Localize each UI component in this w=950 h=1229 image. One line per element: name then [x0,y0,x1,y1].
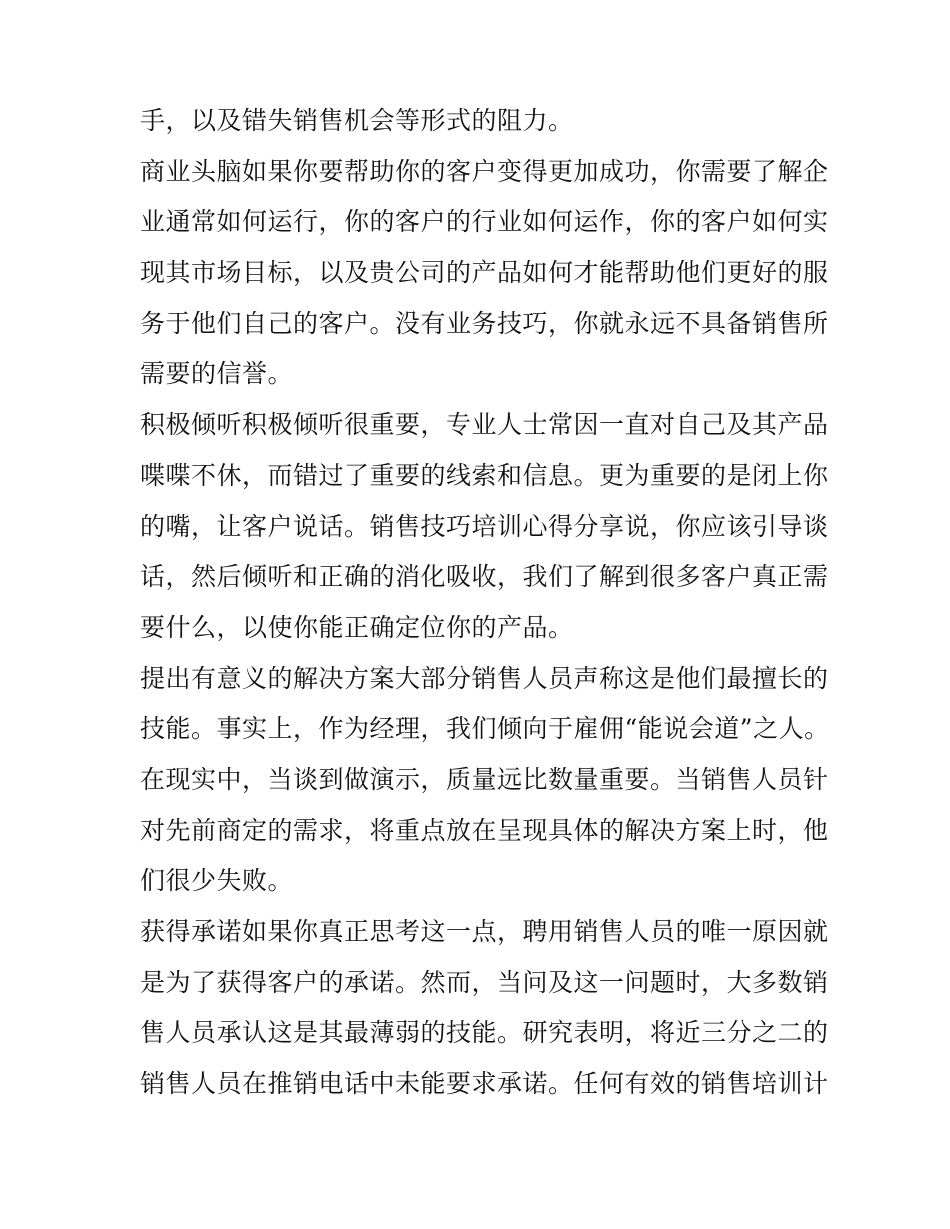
text-line: 的嘴，让客户说话。销售技巧培训心得分享说，你应该引导谈 [140,511,829,541]
text-line: 要什么，以使你能正确定位你的产品。 [140,612,574,642]
text-line: 业通常如何运行，你的客户的行业如何运作，你的客户如何实 [140,207,829,237]
text-line: 现其市场目标，以及贵公司的产品如何才能帮助他们更好的服 [140,258,829,288]
text-line: 喋喋不休，而错过了重要的线索和信息。更为重要的是闭上你 [140,460,829,490]
text-line: 技能。事实上，作为经理，我们倾向于雇佣“能说会道”之人。 [140,714,830,744]
text-line: 在现实中，当谈到做演示，质量远比数量重要。当销售人员针 [140,764,829,794]
text-line: 是为了获得客户的承诺。然而，当问及这一问题时，大多数销 [140,967,829,997]
text-line: 需要的信誉。 [140,359,294,389]
text-line: 售人员承认这是其最薄弱的技能。研究表明，将近三分之二的 [140,1018,829,1048]
text-line: 手，以及错失销售机会等形式的阻力。 [140,106,574,135]
text-line: 们很少失败。 [140,866,294,896]
text-line: 提出有意义的解决方案大部分销售人员声称这是他们最擅长的 [140,663,829,693]
text-line: 务于他们自己的客户。没有业务技巧，你就永远不具备销售所 [140,308,829,338]
text-line: 积极倾听积极倾听很重要，专业人士常因一直对自己及其产品 [140,410,829,440]
text-line: 对先前商定的需求，将重点放在呈现具体的解决方案上时，他 [140,815,829,845]
document-body [140,106,830,1122]
text-line: 销售人员在推销电话中未能要求承诺。任何有效的销售培训计 [140,1069,829,1099]
text-line: 商业头脑如果你要帮助你的客户变得更加成功，你需要了解企 [140,156,829,186]
text-line: 获得承诺如果你真正思考这一点，聘用销售人员的唯一原因就 [140,917,829,946]
text-line: 话，然后倾听和正确的消化吸收，我们了解到很多客户真正需 [140,562,829,592]
